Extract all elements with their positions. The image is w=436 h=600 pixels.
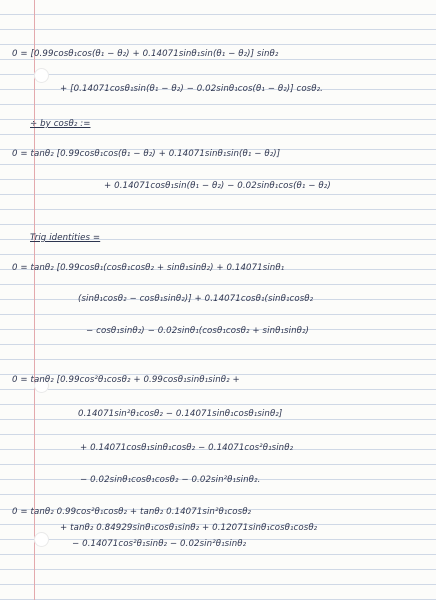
equation-line-10: + 0.14071cosθ₁sinθ₁cosθ₂ − 0.14071cos²θ₁sinθ₂ (80, 443, 294, 453)
equation-line-8: 0 = tanθ₂ [0.99cos²θ₁cosθ₂ + 0.99cosθ₁sinθ₁sinθ₂ + (12, 375, 240, 385)
punch-hole (34, 68, 49, 83)
equation-line-6: (sinθ₁cosθ₂ − cosθ₁sinθ₂)] + 0.14071cosθ₁(sinθ₁cosθ₂ (78, 294, 314, 304)
equation-line-12: 0 = tanθ₂ 0.99cos²θ₁cosθ₂ + tanθ₂ 0.14071sin²θ₁cosθ₂ (12, 507, 252, 517)
equation-line-11: − 0.02sinθ₁cosθ₁cosθ₂ − 0.02sin²θ₁sinθ₂. (80, 475, 261, 485)
punch-hole (34, 532, 49, 547)
equation-line-9: 0.14071sin²θ₁cosθ₂ − 0.14071sinθ₁cosθ₁sinθ₂] (78, 409, 283, 419)
equation-line-2: + [0.14071cosθ₁sin(θ₁ − θ₂) − 0.02sinθ₁cos(θ₁ − θ₂)] cosθ₂. (60, 84, 323, 94)
equation-line-5: 0 = tanθ₂ [0.99cosθ₁(cosθ₁cosθ₂ + sinθ₁sinθ₂) + 0.14071sinθ₁ (12, 263, 285, 273)
equation-line-13: + tanθ₂ 0.84929sinθ₁cosθ₁sinθ₂ + 0.12071sinθ₁cosθ₁cosθ₂ (60, 523, 318, 533)
section-heading-divide: ÷ by cosθ₂ := (30, 119, 91, 129)
equation-line-14: − 0.14071cos²θ₁sinθ₂ − 0.02sin²θ₁sinθ₂ (72, 539, 247, 549)
equation-line-7: − cosθ₁sinθ₂) − 0.02sinθ₁(cosθ₁cosθ₂ + sinθ₁sinθ₂) (86, 326, 309, 336)
equation-line-1: 0 = [0.99cosθ₁cos(θ₁ − θ₂) + 0.14071sinθ₁sin(θ₁ − θ₂)] sinθ₂ (12, 49, 279, 59)
equation-line-3: 0 = tanθ₂ [0.99cosθ₁cos(θ₁ − θ₂) + 0.14071sinθ₁sin(θ₁ − θ₂)] (12, 149, 281, 159)
section-heading-trig: Trig identities = (30, 233, 101, 243)
equation-line-4: + 0.14071cosθ₁sin(θ₁ − θ₂) − 0.02sinθ₁cos(θ₁ − θ₂) (104, 181, 331, 191)
